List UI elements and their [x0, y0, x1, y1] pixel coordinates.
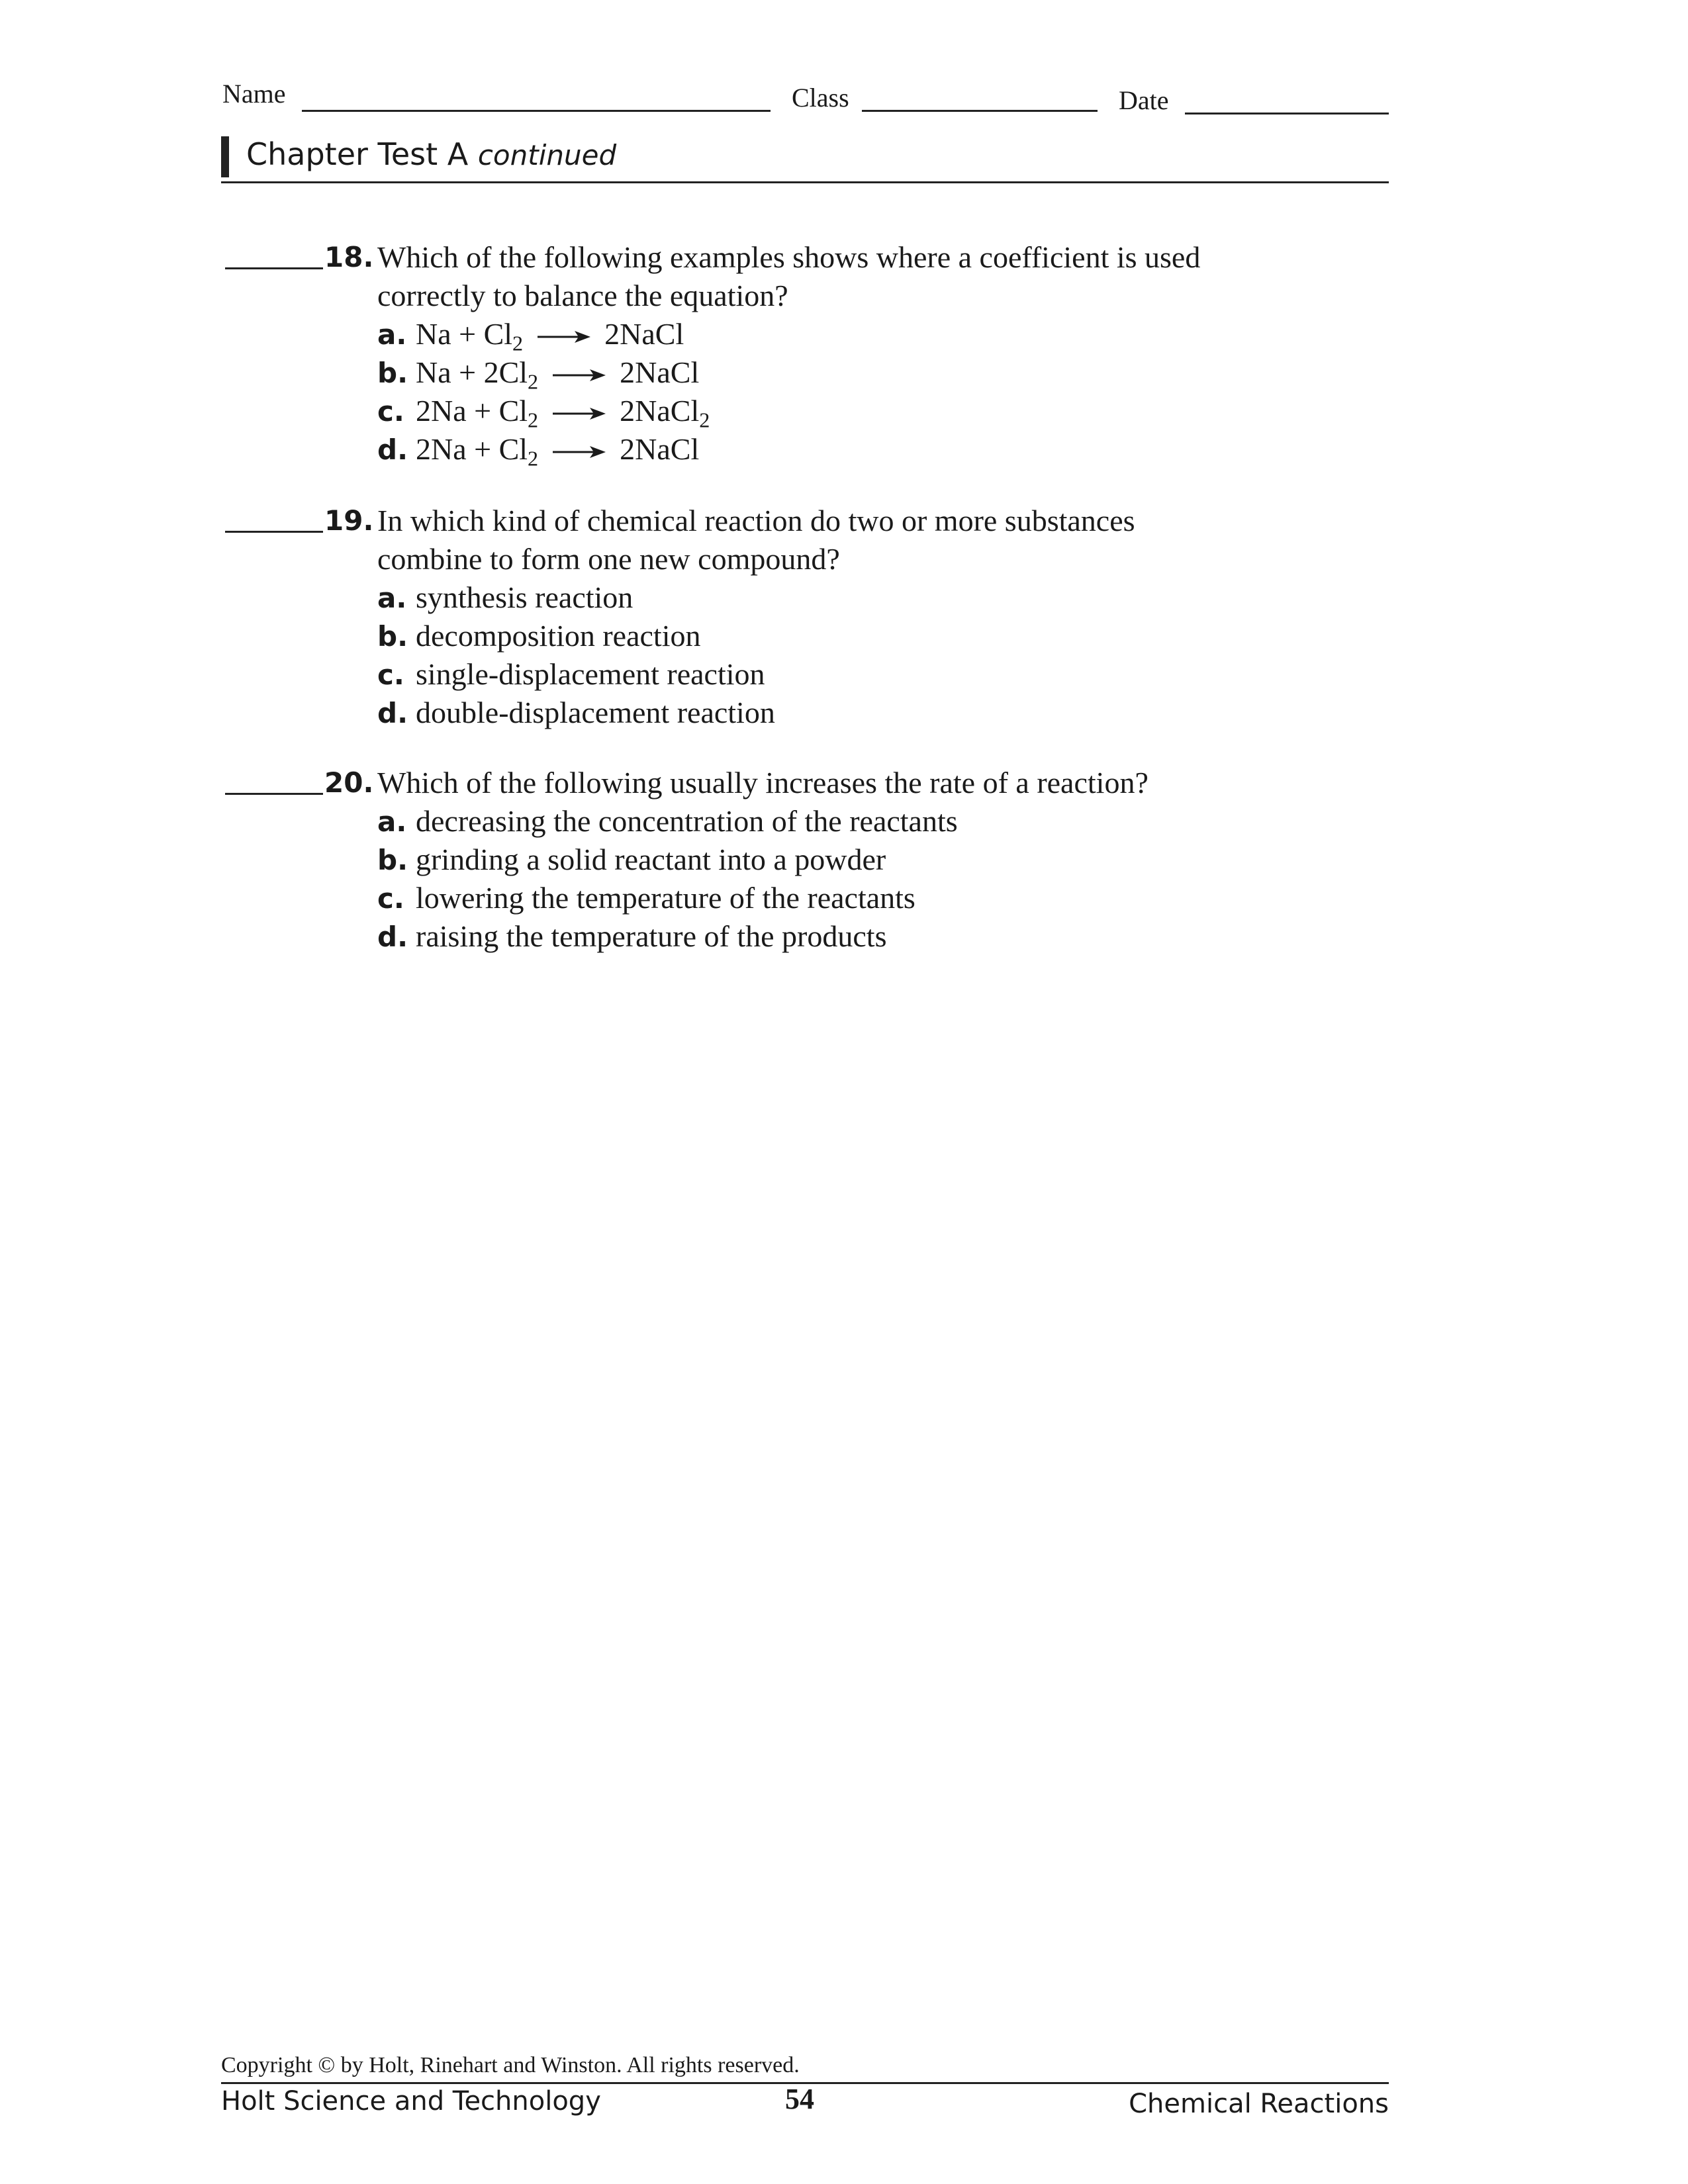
options-list	[377, 315, 710, 469]
question-number: 18.	[324, 241, 374, 273]
name-label: Name	[222, 79, 286, 109]
options-list	[377, 802, 958, 956]
question-number: 19.	[324, 504, 374, 537]
option-letter: d.	[377, 921, 408, 953]
option-letter: c.	[377, 659, 404, 691]
equation-left: Na + 2Cl	[416, 355, 528, 389]
option-item	[377, 917, 958, 956]
option-text: lowering the temperature of the reactants	[416, 881, 915, 915]
option-item	[377, 392, 710, 430]
question-text-line: combine to form one new compound?	[377, 542, 840, 576]
option-letter: d.	[377, 433, 408, 466]
option-item	[377, 353, 710, 392]
question-text	[377, 764, 1410, 802]
date-label: Date	[1119, 85, 1169, 115]
yield-arrow-icon	[553, 444, 606, 460]
equation-right: 2NaCl	[620, 394, 700, 428]
header-rule	[221, 181, 1389, 183]
question-text-line: Which of the following usually increases the rate of a reaction?	[377, 766, 1149, 799]
class-label: Class	[792, 83, 849, 113]
option-letter: c.	[377, 395, 404, 428]
subscript: 2	[699, 408, 710, 432]
option-letter: b.	[377, 844, 408, 876]
section-name: Chemical Reactions	[1129, 2089, 1389, 2119]
option-item	[377, 578, 775, 617]
option-letter: b.	[377, 357, 408, 389]
answer-blank-20[interactable]	[225, 793, 323, 795]
name-field[interactable]	[302, 110, 771, 112]
chapter-title-suffix: continued	[477, 139, 617, 171]
answer-blank-18[interactable]	[225, 267, 323, 269]
option-item	[377, 694, 775, 732]
chapter-title	[246, 136, 616, 172]
subscript: 2	[528, 446, 539, 471]
option-letter: d.	[377, 697, 408, 729]
question-text-line: correctly to balance the equation?	[377, 279, 788, 312]
option-text: decreasing the concentration of the reactants	[416, 804, 958, 838]
chapter-marker-bar	[221, 136, 229, 177]
option-item	[377, 802, 958, 841]
copyright-notice: Copyright © by Holt, Rinehart and Winston. All rights reserved.	[221, 2053, 800, 2077]
subscript: 2	[512, 331, 524, 355]
option-text: single-displacement reaction	[416, 657, 765, 691]
question-number: 20.	[324, 766, 374, 799]
question-text	[377, 502, 1410, 578]
yield-arrow-icon	[538, 329, 590, 345]
option-item	[377, 315, 710, 353]
option-item	[377, 841, 958, 879]
option-item	[377, 617, 775, 655]
option-text: raising the temperature of the products	[416, 919, 887, 953]
option-text: grinding a solid reactant into a powder	[416, 842, 886, 876]
option-text: decomposition reaction	[416, 619, 701, 653]
answer-blank-19[interactable]	[225, 531, 323, 533]
option-item	[377, 655, 775, 694]
question-text-line: Which of the following examples shows where a coefficient is used	[377, 240, 1201, 274]
equation-left: 2Na + Cl	[416, 432, 528, 466]
yield-arrow-icon	[553, 406, 606, 422]
equation-left: 2Na + Cl	[416, 394, 528, 428]
publisher-name: Holt Science and Technology	[221, 2086, 601, 2116]
class-field[interactable]	[862, 110, 1098, 112]
equation-right: 2NaCl	[620, 355, 700, 389]
equation-right: 2NaCl	[620, 432, 700, 466]
date-field[interactable]	[1185, 113, 1389, 114]
equation-right: 2NaCl	[604, 317, 684, 351]
option-letter: a.	[377, 805, 407, 838]
option-letter: a.	[377, 318, 407, 351]
subscript: 2	[528, 369, 539, 394]
equation-left: Na + Cl	[416, 317, 513, 351]
question-text	[377, 238, 1410, 315]
option-text: synthesis reaction	[416, 580, 633, 614]
chapter-title-main: Chapter Test A	[246, 136, 469, 172]
subscript: 2	[528, 408, 539, 432]
option-item	[377, 430, 710, 469]
question-text-line: In which kind of chemical reaction do two or more substances	[377, 504, 1135, 537]
option-letter: b.	[377, 620, 408, 653]
options-list	[377, 578, 775, 732]
page-number: 54	[785, 2083, 814, 2115]
option-text: double-displacement reaction	[416, 696, 775, 729]
option-letter: c.	[377, 882, 404, 915]
yield-arrow-icon	[553, 367, 606, 383]
option-letter: a.	[377, 582, 407, 614]
option-item	[377, 879, 958, 917]
